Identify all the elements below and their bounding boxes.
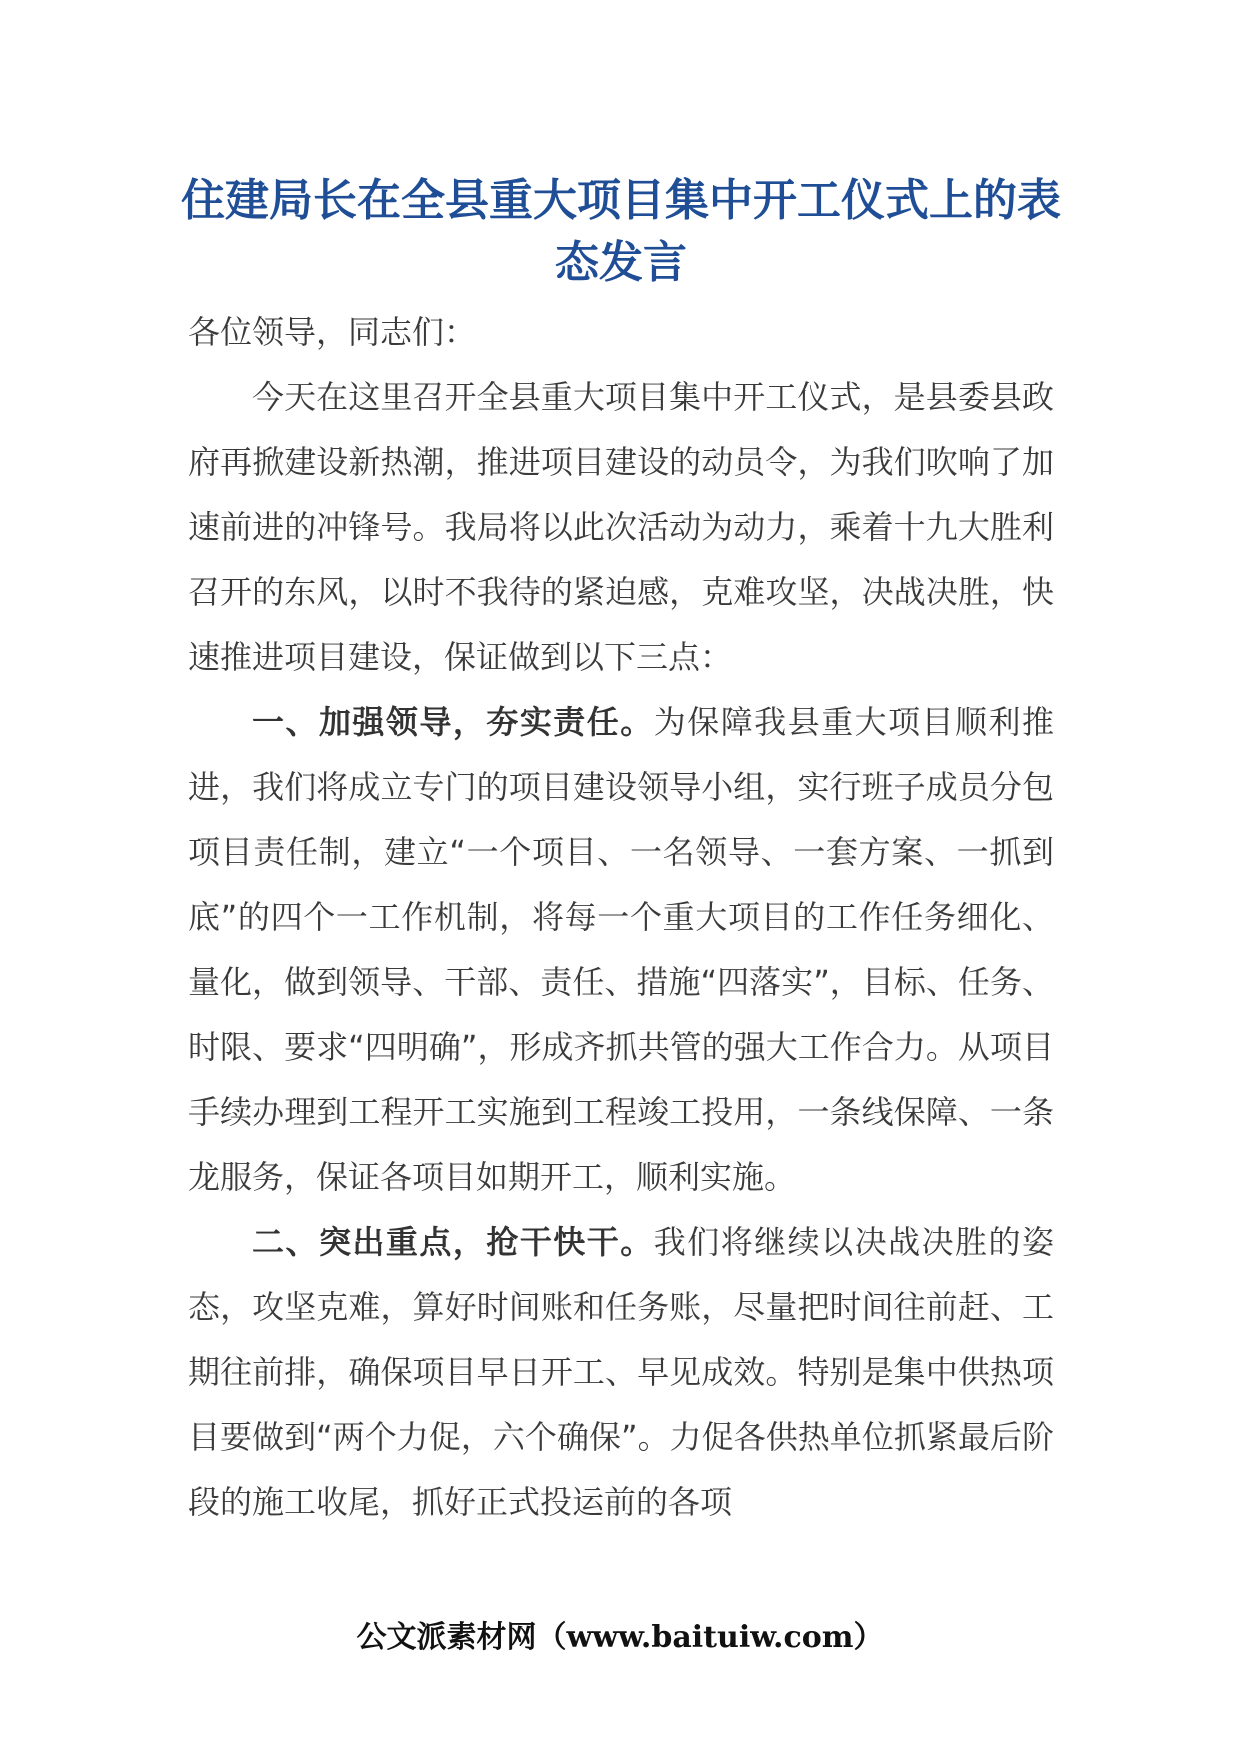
paragraph-intro: [188, 365, 1054, 690]
paragraph-text: 为保障我县重大项目顺利推进，我们将成立专门的项目建设领导小组，实行班子成员分包项目责任制，建立“一个项目、一名领导、一套方案、一抓到底”的四个一工作机制，将每一个重大项目的工作任务细化、量化，做到领导、干部、责任、措施“四落实”，目标、任务、时限、要求“四明确”，形成齐抓共管的强大工作合力。从项目手续办理到工程开工实施到工程竣工投用，一条线保障、一条龙服务，保证各项目如期开工，顺利实施。: [188, 703, 1054, 1196]
section-heading: 一、加强领导，夯实责任。: [252, 703, 654, 741]
salutation: 各位领导，同志们：: [188, 313, 477, 351]
footer-watermark: 公文派素材网（www.baituiw.com）: [356, 1620, 884, 1655]
section-heading: 二、突出重点，抢干快干。: [252, 1223, 654, 1261]
paragraph-section-one: [188, 690, 1054, 1210]
paragraph-text: 今天在这里召开全县重大项目集中开工仪式，是县委县政府再掀建设新热潮，推进项目建设的动员令，为我们吹响了加速前进的冲锋号。我局将以此次活动为动力，乘着十九大胜利召开的东风，以时不我待的紧迫感，克难攻坚，决战决胜，快速推进项目建设，保证做到以下三点：: [188, 378, 1054, 676]
document-title: 住建局长在全县重大项目集中开工仪式上的表态发言: [181, 175, 1061, 288]
document-page: [181, 170, 1061, 1535]
paragraph-text: 我们将继续以决战决胜的姿态，攻坚克难，算好时间账和任务账，尽量把时间往前赶、工期往前排，确保项目早日开工、早见成效。特别是集中供热项目要做到“两个力促，六个确保”。力促各供热单位抓紧最后阶段的施工收尾，抓好正式投运前的各项: [188, 1223, 1054, 1521]
paragraph-section-two: [188, 1210, 1054, 1535]
